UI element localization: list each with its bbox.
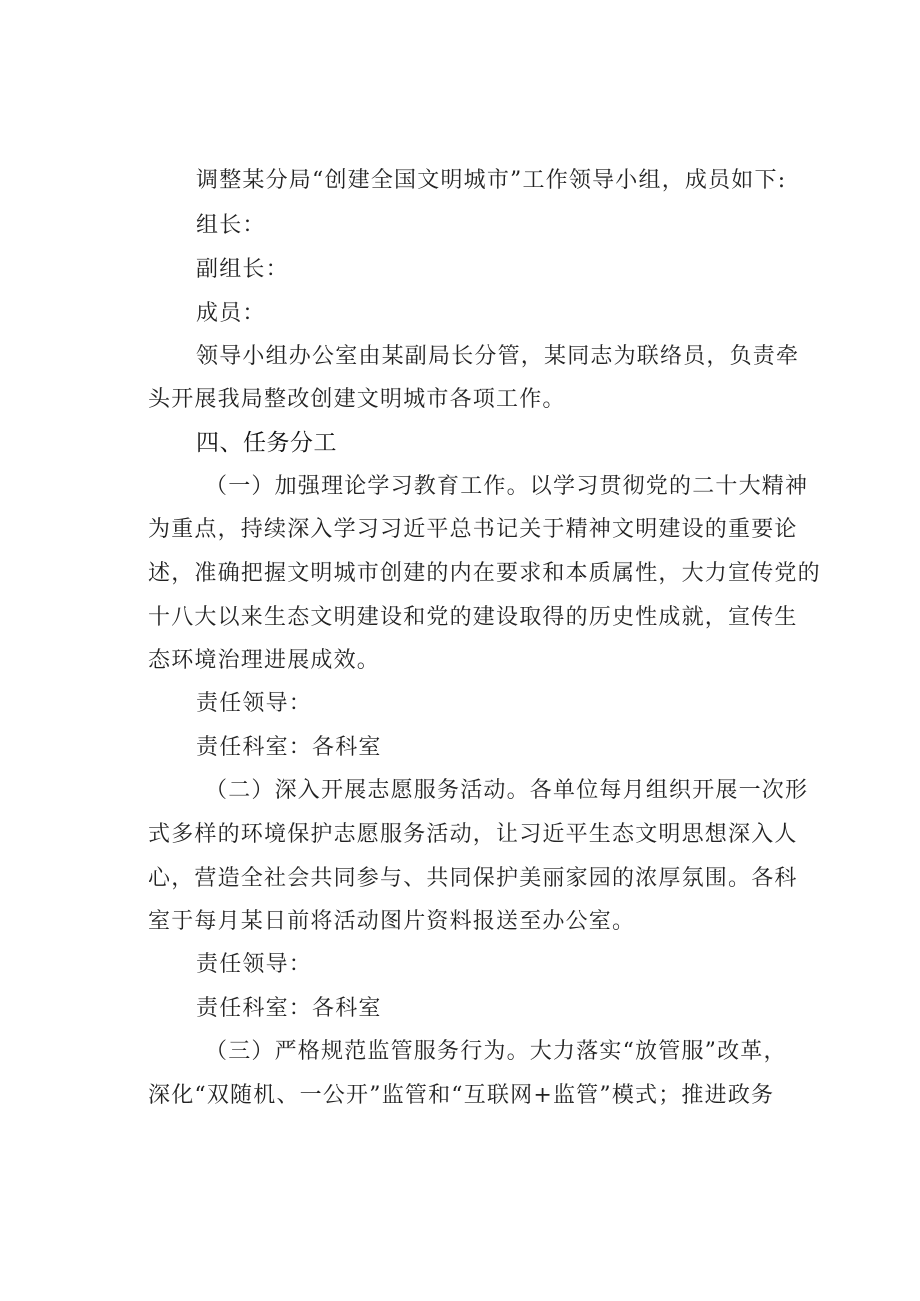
task-3-line-1: （三）严格规范监管服务行为。大力落实“放管服”改革， [205, 1039, 787, 1064]
task-1-line-3: 述，准确把握文明城市创建的内在要求和本质属性，大力宣传党的 [148, 561, 821, 586]
task-1-responsible-leader: 责任领导： [196, 691, 313, 716]
task-2-responsible-leader: 责任领导： [196, 952, 313, 977]
task-1-line-5: 态环境治理进展成效。 [148, 648, 381, 673]
task-1-line-1: （一）加强理论学习教育工作。以学习贯彻党的二十大精神 [205, 474, 809, 499]
task-3-line-2: 深化“双随机、一公开”监管和“互联网+监管”模式；推进政务 [148, 1083, 775, 1108]
task-2-line-1: （二）深入开展志愿服务活动。各单位每月组织开展一次形 [205, 778, 809, 803]
task-1-responsible-office: 责任科室：各科室 [196, 735, 382, 760]
section-heading-task-division: 四、任务分工 [196, 430, 337, 456]
deputy-leader-label: 副组长： [196, 257, 289, 282]
paragraph-group-intro: 调整某分局“创建全国文明城市”工作领导小组，成员如下: [196, 168, 787, 193]
task-2-line-4: 室于每月某日前将活动图片资料报送至办公室。 [148, 909, 636, 934]
task-1-line-2: 为重点，持续深入学习习近平总书记关于精神文明建设的重要论 [148, 517, 798, 542]
task-2-responsible-office: 责任科室：各科室 [196, 996, 382, 1021]
office-paragraph-line-1: 领导小组办公室由某副局长分管，某同志为联络员，负责牵 [196, 344, 800, 369]
task-2-line-3: 心，营造全社会共同参与、共同保护美丽家园的浓厚氛围。各科 [148, 866, 798, 891]
task-1-line-4: 十八大以来生态文明建设和党的建设取得的历史性成就，宣传生 [148, 605, 798, 630]
members-label: 成员： [196, 301, 266, 326]
group-leader-label: 组长： [196, 213, 266, 238]
office-paragraph-line-2: 头开展我局整改创建文明城市各项工作。 [148, 387, 566, 412]
task-2-line-2: 式多样的环境保护志愿服务活动，让习近平生态文明思想深入人 [148, 822, 798, 847]
